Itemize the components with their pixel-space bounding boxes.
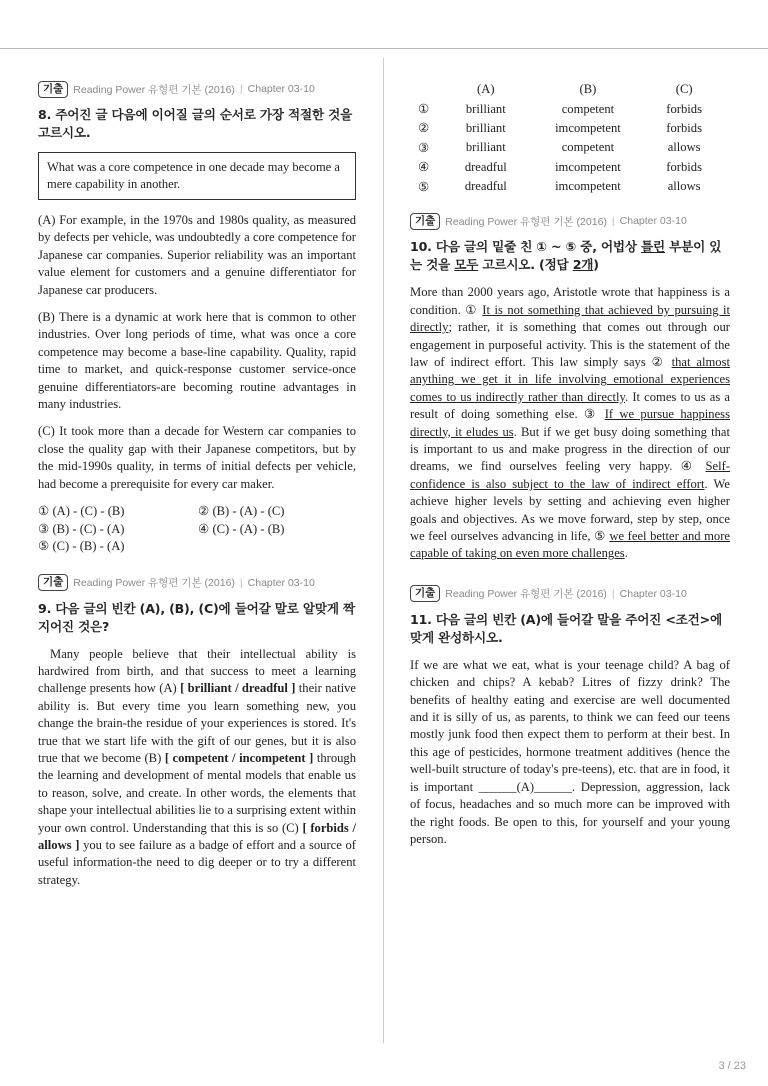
option-number: ②: [418, 121, 430, 136]
q11-title: 11. 다음 글의 빈칸 (A)에 들어갈 말을 주어진 <조건>에 맞게 완성하시오.: [410, 611, 722, 645]
table-cell: dreadful: [464, 159, 507, 174]
q8-option-2[interactable]: ② (B) - (A) - (C): [198, 504, 285, 519]
table-header-row: [418, 80, 718, 99]
q9-text-1: Many people believe that their intellectual ability is hardwired from birth, and that success to meet a learning challenge presents how (A): [38, 646, 356, 696]
q8-option-5[interactable]: ⑤ (C) - (B) - (A): [38, 539, 125, 554]
header-rule: [0, 48, 768, 49]
separator: |: [239, 83, 243, 95]
q10-title-part: 부분이 있는 것을: [410, 239, 722, 273]
table-cell: forbids: [666, 120, 702, 135]
left-column: [38, 80, 356, 899]
q9-title: 9. 다음 글의 빈칸 (A), (B), (C)에 들어갈 말로 알맞게 짝지어진 것은?: [38, 600, 355, 634]
q10-text: . We achieve higher levels by setting and achieving even higher goals and objectives. As we move forward, step by step, once we feel ourselves advancing in life, ⑤: [410, 476, 730, 544]
q10-title-emphasis: 모두: [454, 257, 479, 273]
q10-title-emphasis: 2개: [572, 257, 594, 273]
source-book: Reading Power 유형편 기본 (2016): [445, 588, 607, 601]
table-row[interactable]: [418, 119, 718, 138]
table-cell: allows: [667, 140, 701, 155]
q10-title-part: 고르시오. (정답: [478, 257, 573, 273]
table-cell: imcompetent: [555, 159, 621, 174]
table-cell: dreadful: [464, 179, 507, 194]
table-row[interactable]: [418, 158, 718, 177]
option-number: ③: [418, 140, 430, 155]
table-cell: brilliant: [465, 120, 506, 135]
table-header: (C): [675, 82, 693, 97]
q9-text-3: through the learning and development of mental models that enable us to reason, solve, and create. In other words, the elements that shape your intellectual abilities lie to a surprising extent within your own control. Understanding that this is so (C): [38, 751, 357, 835]
table-cell: competent: [561, 101, 615, 116]
source-tag: 기출: [410, 585, 440, 602]
q10-text: ; rather, it is something that comes out through our engagement in purposeful activity. This is the statement of the law of indirect effort. This law simply says ②: [410, 320, 730, 369]
spacer: [410, 573, 730, 585]
source-book: Reading Power 유형편 기본 (2016): [445, 215, 607, 228]
separator: |: [239, 576, 243, 589]
table-cell: allows: [667, 179, 701, 194]
table-row[interactable]: [418, 177, 718, 196]
separator: |: [611, 215, 615, 228]
q10-underline-3: If we pursue happiness directly, it eludes us: [410, 407, 730, 439]
q11-passage: If we are what we eat, what is your teenage child? A bag of chicken and chips? A kebab? Litres of fizzy drink? The benefits of healthy eating and exercise are well documented and it is silly of us, as parents, to think we can feed our teens mostly junk food then expect them to perform at their best. In this age of pesticides, hormone treatment additives (hence the well-built structure of today's pre-teens), etc. that are in food, it is important ______(A)______. Depression, aggression, lack of focus, headaches and so much more can be improved with the right foods. Be open to this, for yourself and your young person.: [410, 657, 730, 846]
source-book: Reading Power 유형편 기본 (2016): [73, 83, 235, 96]
q9-text-4: you to see failure as a badge of effort and a source of useful information-the need to dig deeper or to try a different strategy.: [38, 838, 356, 887]
option-number: ①: [418, 102, 430, 117]
source-chapter: Chapter 03-10: [247, 83, 315, 95]
q10-underline-4: Self-confidence is also subject to the law of indirect effort: [410, 459, 730, 491]
table-cell: imcompetent: [555, 120, 621, 135]
q8-option-3[interactable]: ③ (B) - (C) - (A): [38, 521, 125, 536]
table-cell: brilliant: [465, 140, 506, 155]
q10-underline-1: It is not something that achieved by pursuing it directly: [410, 302, 730, 335]
q9-answer-table: [418, 80, 718, 196]
column-divider: [383, 58, 384, 1043]
q10-underline-2: that almost anything we get it in life involving emotional experiences comes to us indirectly rather than directly: [410, 354, 730, 404]
table-cell: competent: [561, 140, 615, 155]
q10-title-part: ): [593, 257, 599, 273]
q10-text: More than 2000 years ago, Aristotle wrote that happiness is a condition. ①: [410, 285, 730, 317]
q8-paragraph-c: (C) It took more than a decade for Western car companies to close the quality gap with their Japanese competitors, but by the mid-1990s quality, in terms of initial defects per vehicle, had become a prerequisite for every car maker.: [38, 424, 356, 491]
table-row[interactable]: [418, 99, 718, 118]
table-cell: imcompetent: [555, 179, 621, 194]
q10-text: .: [624, 546, 628, 561]
source-chapter: Chapter 03-10: [619, 587, 687, 600]
q10-text: . But if we get busy doing something that is important to us and make progress in the direction of our dreams, we find ourselves feeling very happy. ④: [410, 424, 730, 474]
source-line: [38, 574, 356, 592]
q10-text: . It comes to us as a result of doing something else. ③: [410, 389, 730, 422]
q8-paragraph-a: (A) For example, in the 1970s and 1980s quality, as measured by defects per vehicle, was undoubtedly a core competence for Japanese car companies. Superior reliability was an important value element for customers and a genuine differentiator for Japanese car producers.: [38, 213, 356, 297]
source-book: Reading Power 유형편 기본 (2016): [73, 577, 235, 590]
q10-passage: [410, 284, 730, 563]
q8-options: [38, 503, 356, 556]
q9-text-2: their native ability is. But every time you learn something new, you change the brain-the residue of your experiences is stored. It's true that we start life with the gift of our genes, but it is also true that we become (B): [38, 681, 356, 766]
separator: |: [611, 587, 615, 600]
q9-blank-b: [ competent / incompetent ]: [164, 751, 314, 766]
table-header: (B): [579, 82, 597, 97]
q9-passage: [38, 646, 356, 890]
q8-title: 8. 주어진 글 다음에 이어질 글의 순서로 가장 적절한 것을 고르시오.: [38, 107, 353, 140]
q9-blank-a: [ brilliant / dreadful ]: [180, 681, 296, 696]
page-number: 3 / 23: [718, 1060, 746, 1072]
source-line: [410, 212, 730, 230]
option-number: ④: [418, 160, 430, 175]
right-column: [410, 80, 730, 858]
q10-underline-5: we feel better and more capable of taking on even more challenges: [410, 529, 730, 561]
source-line: [38, 80, 356, 98]
option-number: ⑤: [418, 179, 430, 194]
q8-paragraph-b: (B) There is a dynamic at work here that is common to other industries. Over long periods of time, what was once a core competence may become a base-line capability. Quality, rapid time to market, and quick-response customer service-once genuine differentiators-are becoming routine advantages in many industries.: [38, 310, 356, 412]
q10-title-part: 10. 다음 글의 밑줄 친 ① ~ ⑤ 중, 어법상: [410, 239, 642, 255]
table-cell: forbids: [666, 101, 702, 116]
q10-title: [410, 238, 730, 274]
source-tag: 기출: [38, 574, 68, 591]
table-cell: forbids: [666, 159, 702, 174]
q8-given-sentence: What was a core competence in one decade may become a mere capability in another.: [38, 152, 356, 200]
source-chapter: Chapter 03-10: [247, 576, 315, 589]
source-tag: 기출: [410, 213, 440, 230]
q9-blank-c: [ forbids / allows ]: [38, 820, 357, 853]
source-chapter: Chapter 03-10: [619, 215, 687, 228]
table-cell: brilliant: [465, 101, 506, 116]
table-row[interactable]: [418, 138, 718, 157]
table-header: (A): [477, 82, 495, 97]
source-tag: 기출: [38, 81, 68, 98]
q8-option-4[interactable]: ④ (C) - (A) - (B): [198, 521, 285, 536]
q10-title-emphasis: 틀린: [641, 239, 665, 255]
q8-option-1[interactable]: ① (A) - (C) - (B): [38, 504, 125, 519]
source-line: [410, 585, 730, 603]
